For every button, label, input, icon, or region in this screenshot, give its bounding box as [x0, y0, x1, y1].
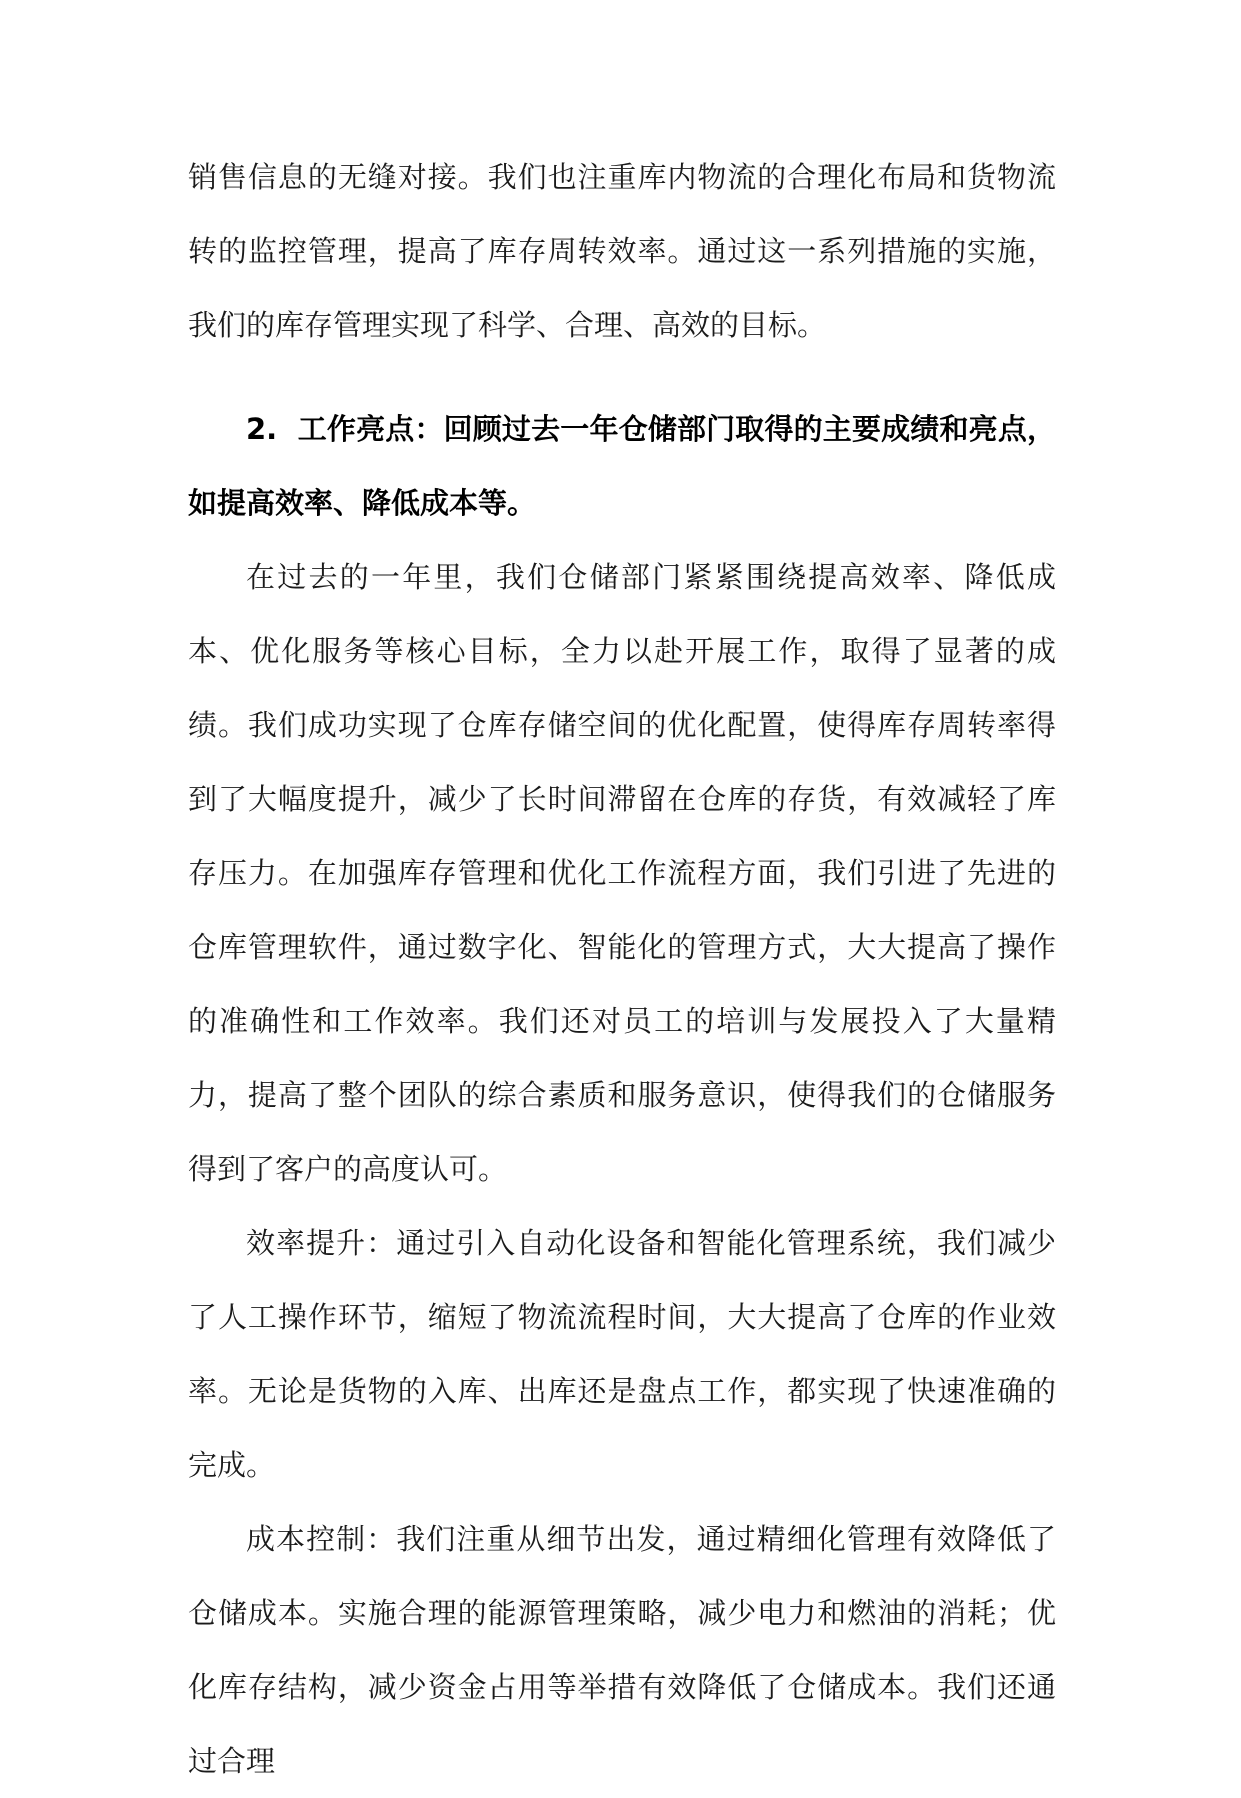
section-number: 2. [246, 412, 278, 446]
document-body [188, 140, 1056, 1798]
section-heading-text: 工作亮点：回顾过去一年仓储部门取得的主要成绩和亮点，如提高效率、降低成本等。 [188, 412, 1056, 520]
section-heading [188, 392, 1056, 540]
paragraph-cost-control: 成本控制：我们注重从细节出发，通过精细化管理有效降低了仓储成本。实施合理的能源管理策略，减少电力和燃油的消耗；优化库存结构，减少资金占用等举措有效降低了仓储成本。我们还通过合理 [188, 1522, 1056, 1778]
paragraph-achievements: 在过去的一年里，我们仓储部门紧紧围绕提高效率、降低成本、优化服务等核心目标，全力以赴开展工作，取得了显著的成绩。我们成功实现了仓库存储空间的优化配置，使得库存周转率得到了大幅度提升，减少了长时间滞留在仓库的存货，有效减轻了库存压力。在加强库存管理和优化工作流程方面，我们引进了先进的仓库管理软件，通过数字化、智能化的管理方式，大大提高了操作的准确性和工作效率。我们还对员工的培训与发展投入了大量精力，提高了整个团队的综合素质和服务意识，使得我们的仓储服务得到了客户的高度认可。 [188, 560, 1056, 1186]
paragraph-continued: 销售信息的无缝对接。我们也注重库内物流的合理化布局和货物流转的监控管理，提高了库存周转效率。通过这一系列措施的实施，我们的库存管理实现了科学、合理、高效的目标。 [188, 160, 1056, 342]
paragraph-efficiency: 效率提升：通过引入自动化设备和智能化管理系统，我们减少了人工操作环节，缩短了物流流程时间，大大提高了仓库的作业效率。无论是货物的入库、出库还是盘点工作，都实现了快速准确的完成。 [188, 1226, 1056, 1482]
